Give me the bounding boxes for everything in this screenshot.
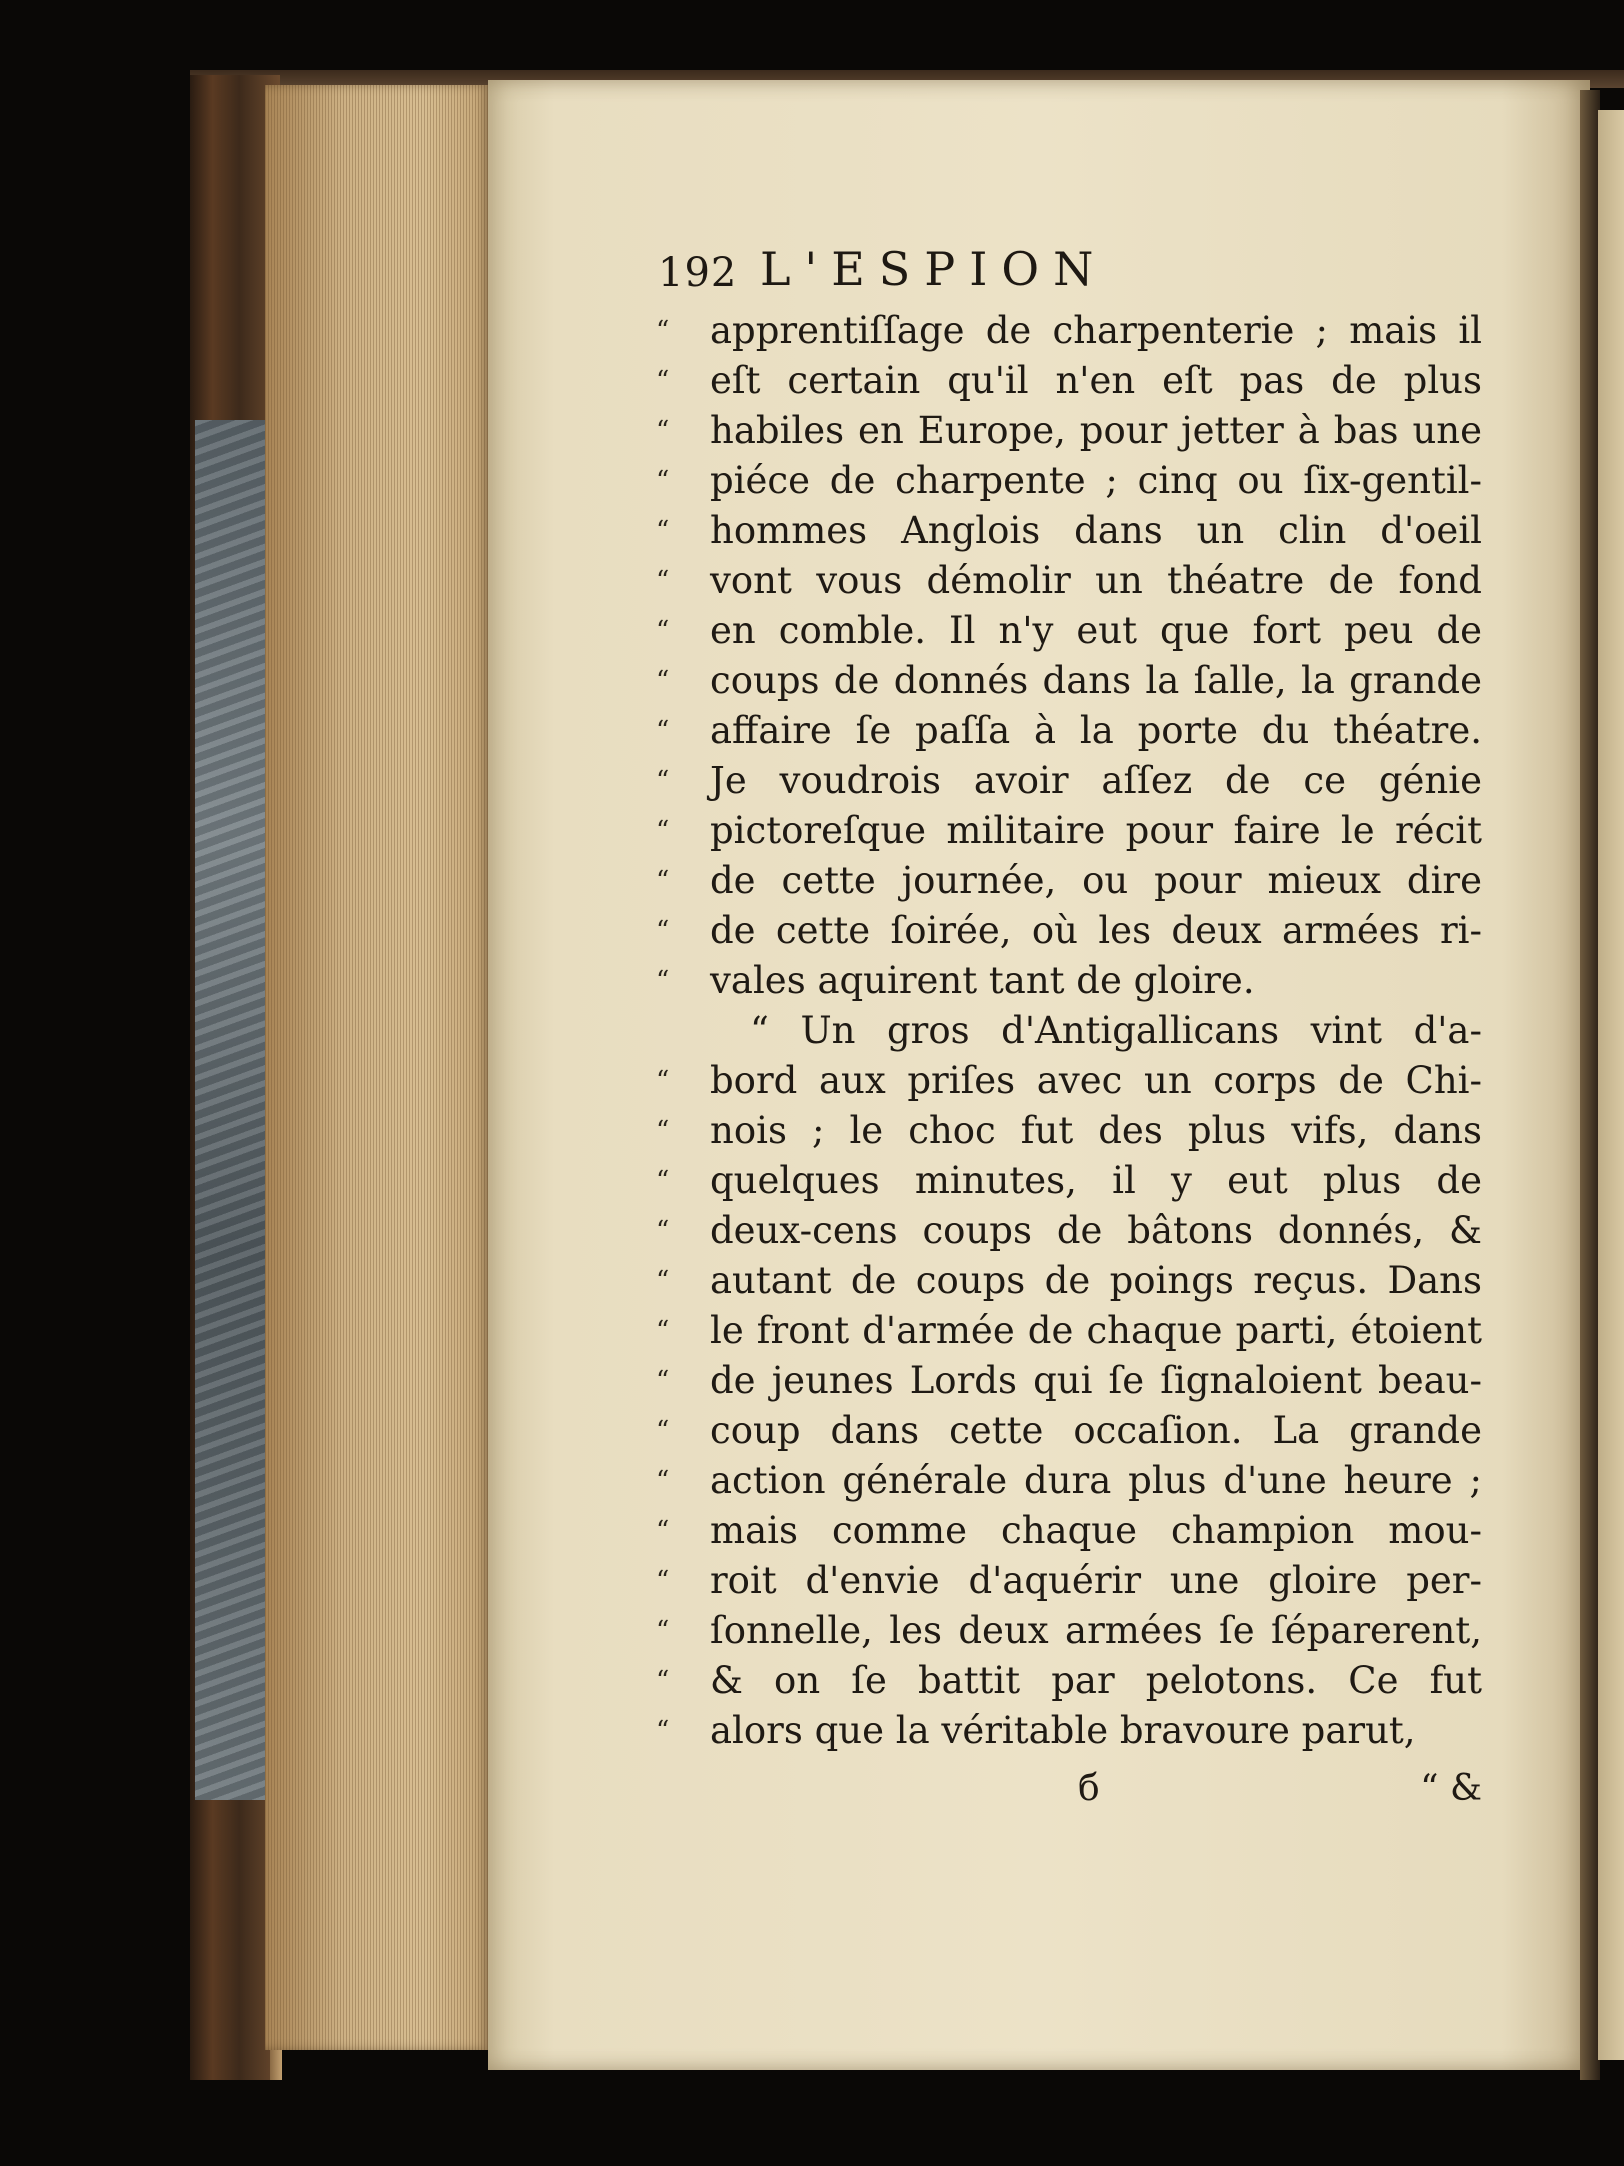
text-line	[650, 956, 1482, 1006]
text-line	[650, 506, 1482, 556]
text-line	[650, 1506, 1482, 1556]
text-line	[650, 1656, 1482, 1706]
text-line	[650, 1106, 1482, 1156]
text-line	[650, 1556, 1482, 1606]
line-text: quelques minutes, il y eut plus de	[710, 1159, 1482, 1202]
quotation-mark: “	[656, 766, 670, 796]
line-text: deux-cens coups de bâtons donnés, &	[710, 1209, 1482, 1252]
text-line	[650, 1706, 1482, 1756]
text-line	[650, 406, 1482, 456]
quotation-mark: “	[656, 616, 670, 646]
line-text: mais comme chaque champion mou-	[710, 1509, 1482, 1552]
line-text: apprentiſſage de charpenterie ; mais il	[710, 309, 1482, 352]
text-line	[650, 1206, 1482, 1256]
running-head-title: L'ESPION	[760, 242, 1108, 296]
quotation-mark: “	[656, 966, 670, 996]
running-head	[650, 242, 1450, 302]
quotation-mark: “	[656, 416, 670, 446]
quotation-mark: “	[656, 1116, 670, 1146]
text-line	[650, 1006, 1482, 1056]
text-line	[650, 1306, 1482, 1356]
line-text: de cette journée, ou pour mieux dire	[710, 859, 1482, 902]
text-line	[650, 706, 1482, 756]
quotation-mark: “	[656, 1616, 670, 1646]
catchword: “ &	[1420, 1768, 1482, 1809]
quotation-mark: “	[656, 1066, 670, 1096]
quotation-mark: “	[656, 1666, 670, 1696]
page-footer	[650, 1768, 1482, 1818]
page-block-edge	[265, 85, 490, 2050]
text-line	[650, 456, 1482, 506]
line-text: en comble. Il n'y eut que fort peu de	[710, 609, 1482, 652]
line-text: pictoreſque militaire pour faire le récit	[710, 809, 1482, 852]
quotation-mark: “	[656, 1516, 670, 1546]
text-line	[650, 856, 1482, 906]
quotation-mark: “	[656, 1216, 670, 1246]
line-text: coups de donnés dans la ſalle, la grande	[710, 659, 1482, 702]
text-line	[650, 356, 1482, 406]
quotation-mark: “	[656, 566, 670, 596]
text-line	[650, 306, 1482, 356]
facing-page-edge	[1598, 110, 1624, 2060]
quotation-mark: “	[656, 1166, 670, 1196]
line-text: de cette ſoirée, où les deux armées ri-	[710, 909, 1482, 952]
text-line	[650, 1606, 1482, 1656]
text-line	[650, 656, 1482, 706]
line-text: habiles en Europe, pour jetter à bas une	[710, 409, 1482, 452]
line-text: alors que la véritable bravoure parut,	[710, 1709, 1416, 1752]
quotation-mark: “	[656, 1316, 670, 1346]
line-text: vales aquirent tant de gloire.	[710, 959, 1255, 1002]
page-number: 192	[658, 250, 738, 296]
line-text: & on ſe battit par pelotons. Ce fut	[710, 1659, 1482, 1702]
quotation-mark: “	[656, 866, 670, 896]
signature-mark: б	[1078, 1768, 1100, 1809]
line-text: ſonnelle, les deux armées ſe ſéparerent,	[710, 1609, 1482, 1652]
text-line	[650, 606, 1482, 656]
quotation-mark: “	[656, 666, 670, 696]
line-text: eſt certain qu'il n'en eſt pas de plus	[710, 359, 1482, 402]
quotation-mark: “	[656, 1266, 670, 1296]
quotation-mark: “	[656, 716, 670, 746]
line-text: Je voudrois avoir aſſez de ce génie	[710, 759, 1482, 802]
line-text: coup dans cette occaſion. La grande	[710, 1409, 1482, 1452]
line-text: roit d'envie d'aquérir une gloire per-	[710, 1559, 1482, 1602]
line-text: de jeunes Lords qui ſe ſignaloient beau-	[710, 1359, 1482, 1402]
quotation-mark: “	[656, 1466, 670, 1496]
line-text: bord aux priſes avec un corps de Chi-	[710, 1059, 1482, 1102]
text-line	[650, 1256, 1482, 1306]
line-text: action générale dura plus d'une heure ;	[710, 1459, 1482, 1502]
text-line	[650, 1406, 1482, 1456]
quotation-mark: “	[656, 1716, 670, 1746]
text-line	[650, 756, 1482, 806]
text-line	[650, 556, 1482, 606]
quotation-mark: “	[656, 1416, 670, 1446]
line-text: le front d'armée de chaque parti, étoient	[710, 1309, 1482, 1352]
text-line	[650, 806, 1482, 856]
line-text: piéce de charpente ; cinq ou ſix-gentil-	[710, 459, 1482, 502]
text-line	[650, 1056, 1482, 1106]
body-text	[650, 306, 1482, 1756]
gutter-shadow	[1580, 90, 1600, 2080]
quotation-mark: “	[656, 516, 670, 546]
line-text: affaire ſe paſſa à la porte du théatre.	[710, 709, 1482, 752]
text-line	[650, 1156, 1482, 1206]
line-text: vont vous démolir un théatre de fond	[710, 559, 1482, 602]
quotation-mark: “	[656, 366, 670, 396]
line-text: “ Un gros d'Antigallicans vint d'a-	[750, 1009, 1482, 1052]
text-line	[650, 906, 1482, 956]
line-text: hommes Anglois dans un clin d'oeil	[710, 509, 1482, 552]
text-line	[650, 1456, 1482, 1506]
quotation-mark: “	[656, 916, 670, 946]
line-text: nois ; le choc fut des plus vifs, dans	[710, 1109, 1482, 1152]
line-text: autant de coups de poings reçus. Dans	[710, 1259, 1482, 1302]
quotation-mark: “	[656, 816, 670, 846]
quotation-mark: “	[656, 1366, 670, 1396]
quotation-mark: “	[656, 316, 670, 346]
text-line	[650, 1356, 1482, 1406]
marbled-board	[195, 420, 265, 1800]
quotation-mark: “	[656, 1566, 670, 1596]
quotation-mark: “	[656, 466, 670, 496]
